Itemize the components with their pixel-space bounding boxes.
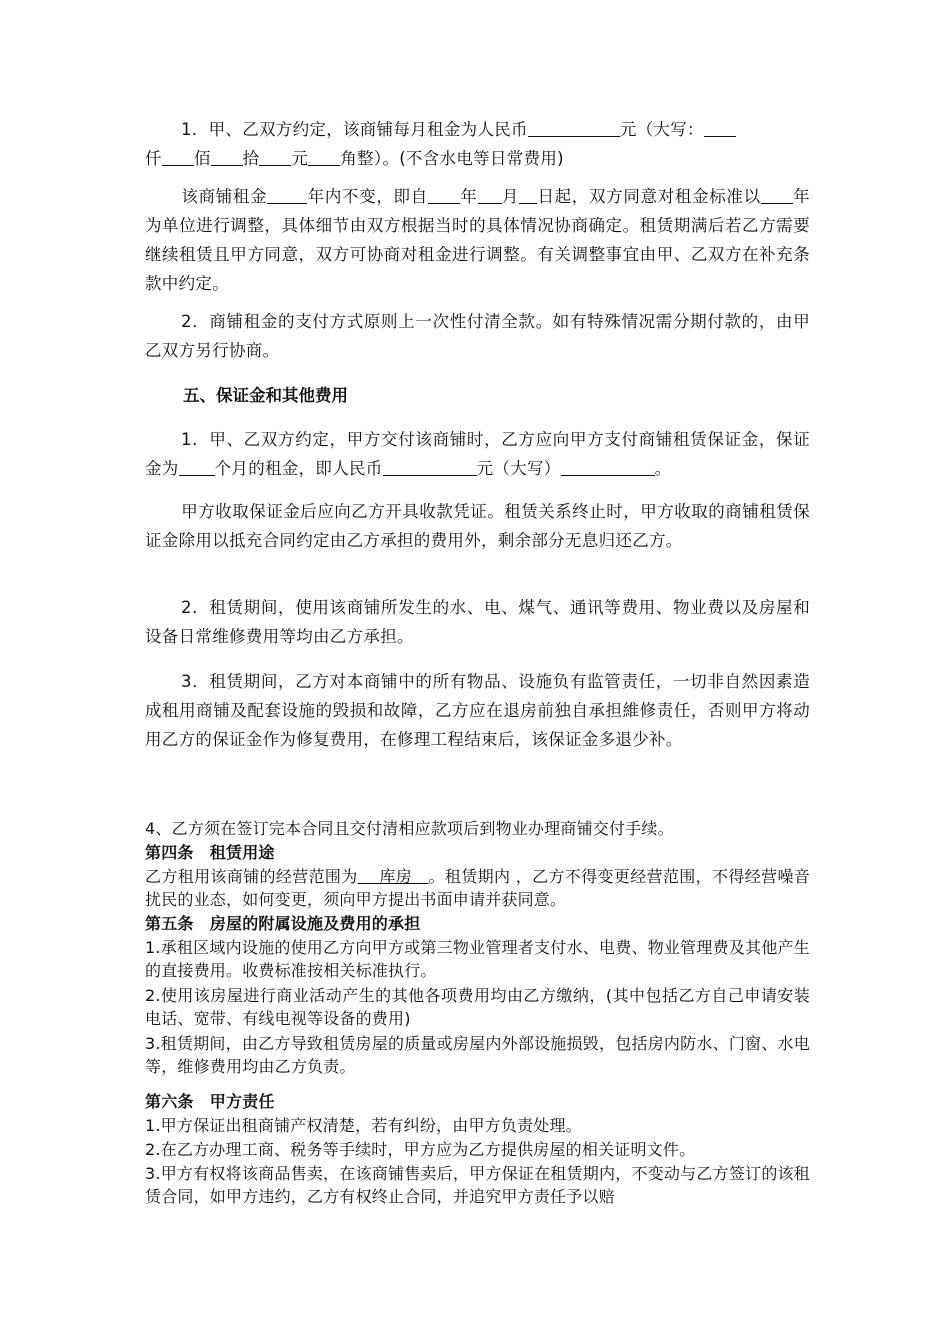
rent-caps-blank-4[interactable]	[259, 147, 291, 166]
article6-item: 2.在乙方办理工商、税务等手续时，甲方应为乙方提供房屋的相关证明文件。	[145, 1140, 696, 1159]
deposit-heading: 五、保证金和其他费用	[183, 386, 348, 405]
deposit-receipt-paragraph: 甲方收取保证金后应向乙方开具收款凭证。租赁关系终止时，甲方收取的商铺租赁保证金除用以抵充合同约定由乙方承担的费用外，剩余部分无息归还乙方。	[145, 502, 810, 550]
rent-adjustment-paragraph: 该商铺租金 年内不变，即自 年 月 日起，双方同意对租金标准以 年为单位进行调整，具体细节由双方根据当时的具体情况协商确定。租赁期满后若乙方需要继续租赁且甲方同意，双方可协商对租金进行调整。有关调整事宜由甲、乙双方在补充条款中约定。	[145, 187, 810, 293]
rent-caps-blank-2[interactable]	[162, 147, 194, 166]
deposit-amount-blank[interactable]	[383, 457, 477, 476]
adjust-period-blank[interactable]	[761, 185, 793, 204]
deposit-amount-paragraph: 1．甲、乙双方约定，甲方交付该商铺时，乙方应向甲方支付商铺租赁保证金，保证金为 个月的租金，即人民币 元（大写） 。	[145, 430, 810, 478]
rent-payment-paragraph: 2．商铺租金的支付方式原则上一次性付清全款。如有特殊情况需分期付款的，由甲乙双方另行协商。	[145, 312, 810, 360]
deposit-months-blank[interactable]	[179, 457, 215, 476]
article4-heading: 第四条 租赁用途	[145, 843, 275, 862]
handover-clause: 4、乙方须在签订完本合同且交付清相应款项后到物业办理商铺交付手续。	[145, 819, 674, 838]
rent-amount-paragraph: 1．甲、乙双方约定，该商铺每月租金为人民币 元（大写： 仟 佰 拾 元 角整）。(不含水电等日常费用)	[145, 115, 810, 173]
article5-item: 3.租赁期间，由乙方导致租赁房屋的质量或房屋内外部设施损毁，包括房内防水、门窗、水电等，维修费用均由乙方负责。	[145, 1034, 810, 1076]
rent-amount-blank[interactable]	[528, 118, 620, 137]
rent-caps-blank-3[interactable]	[211, 147, 243, 166]
deposit-caps-blank[interactable]	[561, 457, 655, 476]
article6-heading: 第六条 甲方责任	[145, 1092, 275, 1111]
start-day-blank[interactable]	[519, 185, 537, 204]
utility-costs-paragraph: 2．租赁期间，使用该商铺所发生的水、电、煤气、通讯等费用、物业费以及房屋和设备日常维修费用等均由乙方承担。	[145, 598, 810, 646]
article5-item: 1.承租区域内设施的使用乙方向甲方或第三物业管理者支付水、电费、物业管理费及其他产生的直接费用。收费标准按相关标准执行。	[145, 938, 810, 980]
article5-item: 2.使用该房屋进行商业活动产生的其他各项费用均由乙方缴纳，(其中包括乙方自己申请安装电话、宽带、有线电视等设备的费用)	[145, 986, 810, 1028]
rent-caps-blank-1[interactable]	[704, 118, 736, 137]
rent-years-blank[interactable]	[267, 185, 307, 204]
start-year-blank[interactable]	[428, 185, 460, 204]
business-scope-value[interactable]: 库房	[357, 867, 429, 886]
rent-caps-blank-5[interactable]	[308, 147, 340, 166]
article6-item: 3.甲方有权将该商品售卖，在该商铺售卖后，甲方保证在租赁期内，不变动与乙方签订的该租赁合同，如甲方违约，乙方有权终止合同，并追究甲方责任予以赔	[145, 1164, 810, 1206]
article6-item: 1.甲方保证出租商铺产权清楚，若有纠纷，由甲方负责处理。	[145, 1116, 582, 1135]
start-month-blank[interactable]	[478, 185, 502, 204]
maintenance-paragraph: 3．租赁期间，乙方对本商铺中的所有物品、设施负有监管责任，一切非自然因素造成租用商铺及配套设施的毁损和故障，乙方应在退房前独自承担維修责任，否则甲方将动用乙方的保证金作为修复费用，在修理工程结束后，该保证金多退少补。	[145, 672, 810, 749]
article4-body: 乙方租用该商铺的经营范围为 库房 。租赁期内 ，乙方不得变更经营范围，不得经营噪音扰民的业态，如何变更，须向甲方提出书面申请并获同意。	[145, 867, 810, 909]
article5-heading: 第五条 房屋的附属设施及费用的承担	[145, 914, 421, 933]
